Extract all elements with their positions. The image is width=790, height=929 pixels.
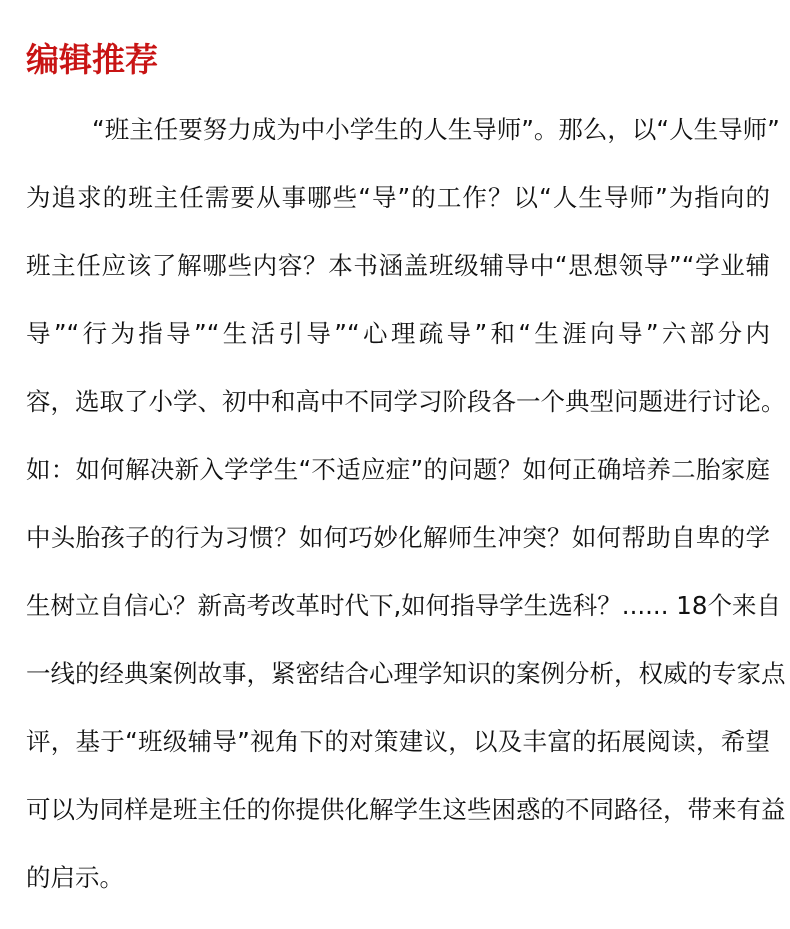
section-heading: 编辑推荐 (26, 40, 158, 79)
text-line: 中头胎孩子的行为习惯？如何巧妙化解师生冲突？如何帮助自卑的学 (26, 523, 770, 552)
recommendation-text (26, 113, 786, 929)
text-line: 班主任应该了解哪些内容？本书涵盖班级辅导中“思想领导”“学业辅 (26, 251, 770, 280)
text-line: “班主任要努力成为中小学生的人生导师”。那么，以“人生导师” (92, 115, 780, 144)
text-line: 导”“行为指导”“生活引导”“心理疏导”和“生涯向导”六部分内 (26, 319, 770, 348)
text-line: 一线的经典案例故事，紧密结合心理学知识的案例分析，权威的专家点 (26, 659, 786, 688)
text-line: 的启示。 (26, 863, 124, 892)
text-line: 为追求的班主任需要从事哪些“导”的工作？以“人生导师”为指向的 (26, 183, 770, 212)
text-line: 生树立自信心？新高考改革时代下,如何指导学生选科？...... 18个来自 (26, 591, 781, 620)
text-line: 容，选取了小学、初中和高中不同学习阶段各一个典型问题进行讨论。 (26, 387, 786, 416)
text-line: 可以为同样是班主任的你提供化解学生这些困惑的不同路径，带来有益 (26, 795, 786, 824)
text-line: 如：如何解决新入学学生“不适应症”的问题？如何正确培养二胎家庭 (26, 455, 770, 484)
text-line: 评，基于“班级辅导”视角下的对策建议，以及丰富的拓展阅读，希望 (26, 727, 770, 756)
